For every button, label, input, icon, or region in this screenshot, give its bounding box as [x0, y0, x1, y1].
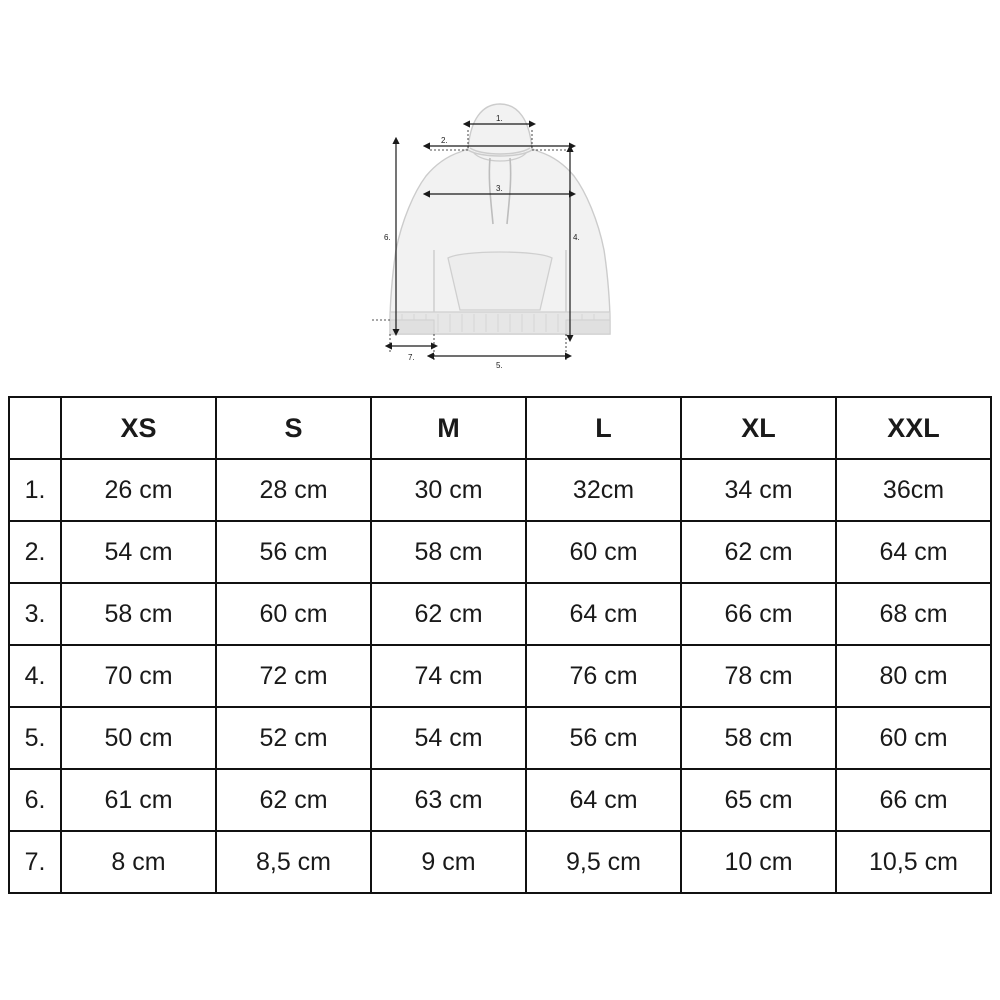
callout-4: 4. — [573, 233, 580, 242]
cell-7-l: 9,5 cm — [526, 831, 681, 893]
table-row — [9, 707, 991, 769]
cell-3-l: 64 cm — [526, 583, 681, 645]
table-row — [9, 831, 991, 893]
cell-5-s: 52 cm — [216, 707, 371, 769]
callout-7: 7. — [408, 353, 415, 362]
cell-4-xl: 78 cm — [681, 645, 836, 707]
callout-6: 6. — [384, 233, 391, 242]
cell-2-m: 58 cm — [371, 521, 526, 583]
garment-diagram — [0, 0, 1000, 392]
row-label-3: 3. — [9, 583, 61, 645]
row-label-4: 4. — [9, 645, 61, 707]
callout-5: 5. — [496, 361, 503, 370]
cell-6-l: 64 cm — [526, 769, 681, 831]
column-header-xs: XS — [61, 397, 216, 459]
table-row — [9, 769, 991, 831]
column-header-l: L — [526, 397, 681, 459]
column-header-m: M — [371, 397, 526, 459]
cell-2-xxl: 64 cm — [836, 521, 991, 583]
cell-7-xxl: 10,5 cm — [836, 831, 991, 893]
cell-5-xxl: 60 cm — [836, 707, 991, 769]
cell-4-l: 76 cm — [526, 645, 681, 707]
table-row — [9, 459, 991, 521]
hoodie-measurement-svg — [330, 90, 670, 390]
row-label-6: 6. — [9, 769, 61, 831]
size-chart-table — [8, 396, 992, 894]
cell-2-s: 56 cm — [216, 521, 371, 583]
cell-6-xs: 61 cm — [61, 769, 216, 831]
callout-1: 1. — [496, 114, 503, 123]
table-row — [9, 521, 991, 583]
cell-6-xxl: 66 cm — [836, 769, 991, 831]
cell-2-l: 60 cm — [526, 521, 681, 583]
cell-7-xl: 10 cm — [681, 831, 836, 893]
cell-3-s: 60 cm — [216, 583, 371, 645]
cell-7-s: 8,5 cm — [216, 831, 371, 893]
column-header-xxl: XXL — [836, 397, 991, 459]
cell-6-xl: 65 cm — [681, 769, 836, 831]
table-row — [9, 583, 991, 645]
cell-6-s: 62 cm — [216, 769, 371, 831]
cell-5-m: 54 cm — [371, 707, 526, 769]
cell-1-xs: 26 cm — [61, 459, 216, 521]
cell-4-m: 74 cm — [371, 645, 526, 707]
cell-1-l: 32cm — [526, 459, 681, 521]
row-label-1: 1. — [9, 459, 61, 521]
row-label-5: 5. — [9, 707, 61, 769]
cell-3-xs: 58 cm — [61, 583, 216, 645]
table-header-row — [9, 397, 991, 459]
cell-7-xs: 8 cm — [61, 831, 216, 893]
cell-3-m: 62 cm — [371, 583, 526, 645]
cell-1-m: 30 cm — [371, 459, 526, 521]
cell-4-xxl: 80 cm — [836, 645, 991, 707]
cell-3-xl: 66 cm — [681, 583, 836, 645]
cell-4-s: 72 cm — [216, 645, 371, 707]
callout-3: 3. — [496, 184, 503, 193]
cell-2-xl: 62 cm — [681, 521, 836, 583]
table-row — [9, 645, 991, 707]
cell-7-m: 9 cm — [371, 831, 526, 893]
callout-2: 2. — [441, 136, 448, 145]
cell-1-xxl: 36cm — [836, 459, 991, 521]
cell-1-s: 28 cm — [216, 459, 371, 521]
column-header-xl: XL — [681, 397, 836, 459]
cell-2-xs: 54 cm — [61, 521, 216, 583]
cell-6-m: 63 cm — [371, 769, 526, 831]
row-label-2: 2. — [9, 521, 61, 583]
table-corner-cell — [9, 397, 61, 459]
column-header-s: S — [216, 397, 371, 459]
cell-4-xs: 70 cm — [61, 645, 216, 707]
cell-5-xl: 58 cm — [681, 707, 836, 769]
cell-5-l: 56 cm — [526, 707, 681, 769]
garment-shape — [390, 104, 610, 334]
row-label-7: 7. — [9, 831, 61, 893]
cell-3-xxl: 68 cm — [836, 583, 991, 645]
cell-1-xl: 34 cm — [681, 459, 836, 521]
cell-5-xs: 50 cm — [61, 707, 216, 769]
